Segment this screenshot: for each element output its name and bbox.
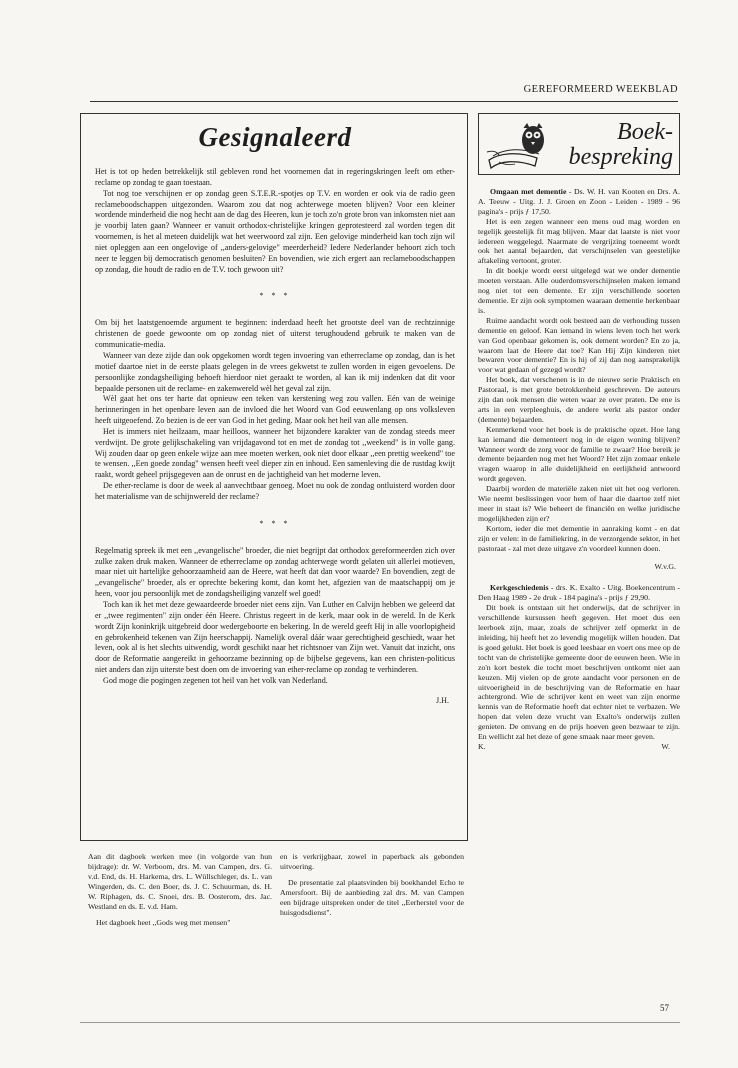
paragraph: In dit boekje wordt eerst uitgelegd wat we onder dementie moeten verstaan. Alle ouderdomsverschijnselen maken iemand nog niet tot een demente. Er zijn verschillende soorten dementie. Er zijn ook symptomen waaraan dementie herkenbaar is. bbox=[478, 266, 680, 315]
bottom-left-column bbox=[88, 852, 272, 934]
review-heading bbox=[478, 583, 680, 603]
paragraph: Het is tot op heden betrekkelijk stil gebleven rond het voornemen dat in regeringskringen leeft om ether-reclame op zondag te gaan toestaan. bbox=[95, 167, 455, 187]
article-section-2 bbox=[95, 318, 455, 502]
book-review-banner bbox=[478, 113, 680, 175]
review-kerkgeschiedenis bbox=[478, 583, 680, 751]
book-review-heading bbox=[553, 120, 673, 170]
review-signature-left: K. bbox=[478, 741, 486, 751]
review-signature-right: W. bbox=[661, 741, 670, 751]
paragraph: Dit boek is ontstaan uit het onderwijs, dat de schrijver in verschillende kursussen heeft gegeven. Het moet dus een leerboek zijn, maar, zoals de schrijver zelf opmerkt in de inleiding, hij heeft het zo levendig mogelijk willen houden. Dat is goed gelukt. Het boek is goed leesbaar en voert ons mee op de tocht van de christelijke gemeente door de eeuwen heen. Wie in zo'n kort bestek die tocht moet beschrijven ontkomt niet aan keuzen. Mij vielen op de grote aandacht voor personen en de uitvoerigheid in de beschrijving van de Reformatie en haar achtergrond. Wie de schrijver kent en weet van zijn enorme kennis van de Reformatie hoeft dat echter niet te verbazen. We hopen dat velen deze vrucht van Exalto's onderwijs zullen genieten. De omvang en de prijs hoeven geen bezwaar te zijn. En wellicht zal het deze of gene smaak naar meer geven. bbox=[478, 603, 680, 742]
availability-text: en is verkrijgbaar, zowel in paperback als gebonden uitvoering. bbox=[280, 852, 464, 871]
paragraph: Wanneer van deze zijde dan ook opgekomen wordt tegen invoering van etherreclame op zondag, dan is het motief daartoe niet in de eerste plaats gelegen in de vrees gekwetst te zullen worden in eigen gevoelens. De persoonlijke zondagsheiliging behoeft hierdoor niet geraakt te worden, al kan ik mij indenken dat dit voor bepaalde personen uit de reclame- en zakenwereld wèl het geval zal zijn. bbox=[95, 350, 455, 393]
article-section-1 bbox=[95, 167, 455, 275]
review-book-details: - Ds. W. H. van Kooten en Drs. A. A. Teeuw - Uitg. J. J. Groen en Zoon - Leiden - 1989 - 96 pagina's - prijs ƒ 17,50. bbox=[478, 187, 680, 216]
paragraph: Het is een zegen wanneer een mens oud mag worden en tegelijk geestelijk fit mag blijven. Maar dat laatste is niet voor iedereen weggelegd. Naarmate de vergrijzing toeneemt wordt ook het aantal bejaarden, dat verschijnselen van geestelijke aftakeling vertoont, groter. bbox=[478, 216, 680, 266]
owl-on-books-icon bbox=[485, 122, 555, 170]
article-title: Gesignaleerd bbox=[198, 122, 352, 152]
review-body bbox=[478, 217, 680, 554]
article-box bbox=[80, 113, 468, 841]
section-separator: * * * bbox=[259, 518, 291, 528]
review-book-details: - drs. K. Exalto - Uitg. Boekencentrum - Den Haag 1989 - 2e druk - 184 pagina's - prijs ƒ 29,90. bbox=[478, 583, 680, 603]
header-rule bbox=[90, 101, 678, 102]
paragraph: Daarbij worden de materiële zaken niet uit het oog verloren. Wie neemt beslissingen voor hem of haar die daartoe zelf niet meer in staat is? Wie beheert de financiën en welke juridische mogelijkheden zijn er? bbox=[478, 484, 680, 523]
bottom-middle-column bbox=[280, 852, 464, 924]
review-heading bbox=[478, 187, 680, 217]
dagboek-title-text: Het dagboek heet ,,Gods weg met mensen" bbox=[96, 918, 231, 927]
review-book-title: Kerkgeschiedenis bbox=[490, 583, 549, 593]
review-book-title: Omgaan met dementie bbox=[490, 187, 567, 196]
paragraph: Regelmatig spreek ik met een ,,evangelische" broeder, die niet begrijpt dat orthodox gereformeerden zich over zulke zaken druk maken. Wanneer de etherreclame op zondag achterwege wordt gelaten uit allerlei motieven, maar niet uit hartelijke gehoorzaamheid aan de Heere, wat heeft dat dan voor waarde? En bovendien, zegt de ,,evangelische" broeder, als er oprechte bekering komt, dan komt het, afgezien van de maatschappij om je heen, voor jou persoonlijk met de zondagsheiliging vanzelf wel goed! bbox=[95, 545, 455, 599]
page-number: 57 bbox=[660, 1003, 669, 1013]
footer-rule bbox=[80, 1022, 680, 1023]
section-separator: * * * bbox=[259, 291, 291, 301]
review-dementie bbox=[478, 187, 680, 571]
book-review-heading-line2: bespreking bbox=[568, 144, 673, 170]
paragraph: Kortom, ieder die met dementie in aanraking komt - en dat zijn er velen: in de familiekring, in de verzorgende sektor, in het pastoraat - zal met deze uitgave z'n voordeel kunnen doen. bbox=[478, 523, 680, 553]
review-signature bbox=[478, 742, 680, 752]
paragraph: God moge die pogingen zegenen tot heil van het volk van Nederland. bbox=[103, 675, 328, 685]
contributors-text: Aan dit dagboek werken mee (in volgorde van hun bijdrage): dr. W. Verboom, drs. M. van Campen, drs. G. v.d. End, ds. H. Harkema, drs. L. Wüllschleger, ds. L. van Wingerden, ds. C. den Boer, ds. J. C. Schuurman, ds. H. W. Riphagen, ds. C. Snoei, drs. B. Oosterom, drs. Jac. Westland en ds. E. v.d. Ham. bbox=[88, 852, 272, 911]
review-signature: W.v.G. bbox=[654, 561, 676, 571]
book-review-heading-line1: Boek- bbox=[617, 119, 673, 145]
paragraph: Kenmerkend voor het boek is de praktische opzet. Hoe lang kan iemand die dementeert nog in de eigen woning blijven? Wanneer wordt de zorg voor de familie te zwaar? Hoe bereik je demente bejaarden nog met het Woord? Het zijn zomaar enkele vragen waarop in alle duidelijkheid en eerlijkheid antwoord wordt gegeven. bbox=[478, 424, 680, 484]
presentation-text: De presentatie zal plaatsvinden bij boekhandel Echo te Amersfoort. Bij de aanbieding zal drs. M. van Campen een bijdrage uitspreken onder de titel ,,Eerherstel voor de huisgodsdienst". bbox=[280, 878, 464, 917]
paragraph: Het is immers niet heilzaam, maar heilloos, wanneer het bijzondere karakter van de zondag steeds meer verdwijnt. De grote gelijkschakeling van vrijdagavond tot en met de zondag tot ,,weekend" is in volle gang. Wij zouden daar op geen enkele wijze aan mee moeten werken, ook niet door elkaar ,,een prettig weekend" toe te wensen. ,,Een goede zondag" wensen heeft veel dieper zin en inhoud. Een samenleving die de rustdag kwijt raakt, wordt geheel prijsgegeven aan de onrust en de jachtigheid van het moderne leven. bbox=[95, 426, 455, 480]
paragraph: Tot nog toe verschijnen er op zondag geen S.T.E.R.-spotjes op T.V. en worden er ook via de radio geen reclameboodschappen uitgezonden. Waarom zou dat nog achterwege moeten blijven? Voor een kleiner wordende minderheid die nog hecht aan de dag des Heeren, kun je toch zo'n grote bron van inkomsten niet aan je voorbij laten gaan? Wanneer er vanuit orthodox-christelijke kringen geprotesteerd zal worden tegen dit voornemen, is het al meteen duidelijk wat het weerwoord zal zijn. Een gelovige minderheid kan toch zijn wil niet opleggen aan een ongelovige of ,,anders-gelovige" meerderheid? Iedere Nederlander behoort zich toch neer te leggen bij democratisch genomen besluiten? En bovendien, wie zich ergert aan reclameboodschappen op zondag, die houdt de radio en de T.V. toch gewoon uit? bbox=[95, 188, 455, 274]
article-section-3 bbox=[95, 546, 455, 687]
paragraph: Toch kan ik het met deze gewaardeerde broeder niet eens zijn. Van Luther en Calvijn hebben we geleerd dat er ,,twee regimenten" zijn onder één Heere. Christus regeert in de kerk, maar ook in de wereld. In de Kerk wordt Zijn koninkrijk uitgebreid door wedergeboorte en bekering. In de wereld geeft Hij in alle voorlopigheid en gebrokenheid tekenen van Zijn heerschappij. Namelijk overal dáár waar gerechtigheid geschiedt, waar het leven, ook al is het slechts uitwendig, wordt geschikt naar het richtsnoer van Zijn wet. Vanuit dat inzicht, ons door de Reformatie aangereikt in gehoorzame bezinning op de bijbelse gegevens, kan een christen-politicus niet anders dan zijn uiterste best doen om de invoering van ether-reclame op zondag te verhinderen. bbox=[95, 600, 455, 675]
paragraph: De ether-reclame is door de week al aanvechtbaar genoeg. Moet nu ook de zondag ontluisterd worden door het materialisme van de schijnwereld der reclame? bbox=[95, 481, 455, 501]
paragraph: Ruime aandacht wordt ook besteed aan de verhouding tussen dementie en geloof. Kan iemand in wiens leven toch het werk van God openbaar gekomen is, ook dement worden? En zo ja, waarom laat de Heere dat toe? Kan Hij Zijn kinderen niet bewaren voor dementie? En is hij of zij dan nog aansprakelijk voor wat gedaan of gezegd wordt? bbox=[478, 315, 680, 375]
paragraph: Om bij het laatstgenoemde argument te beginnen: inderdaad heeft het grootste deel van de rechtzinnige christenen de goede gewoonte om op zondag niet of uiterst terughoudend gebruik te maken van de communicatie-media. bbox=[95, 318, 455, 350]
paragraph: Het boek, dat verschenen is in de nieuwe serie Praktisch en Pastoraal, is met grote betrokkenheid geschreven. De auteurs zijn dan ook mensen die weten waar ze over praten. De ene is arts in een verpleeghuis, de andere werkt als pastor onder (demente) bejaarden. bbox=[478, 375, 680, 424]
article-signature: J.H. bbox=[435, 695, 449, 705]
book-review-column bbox=[478, 113, 680, 752]
running-header: GEREFORMEERD WEEKBLAD bbox=[523, 84, 678, 95]
paragraph: Wèl gaat het ons ter harte dat opnieuw een teken van kerstening weg zou vallen. Eén van de weinige herinneringen in het openbare leven aan de invloed die het Woord van God eeuwenlang op ons volksleven heeft uitgeoefend. Zo bezien is de eer van God in het geding. Maar ook het heil van alle mensen. bbox=[95, 394, 455, 426]
review-body bbox=[478, 603, 680, 742]
